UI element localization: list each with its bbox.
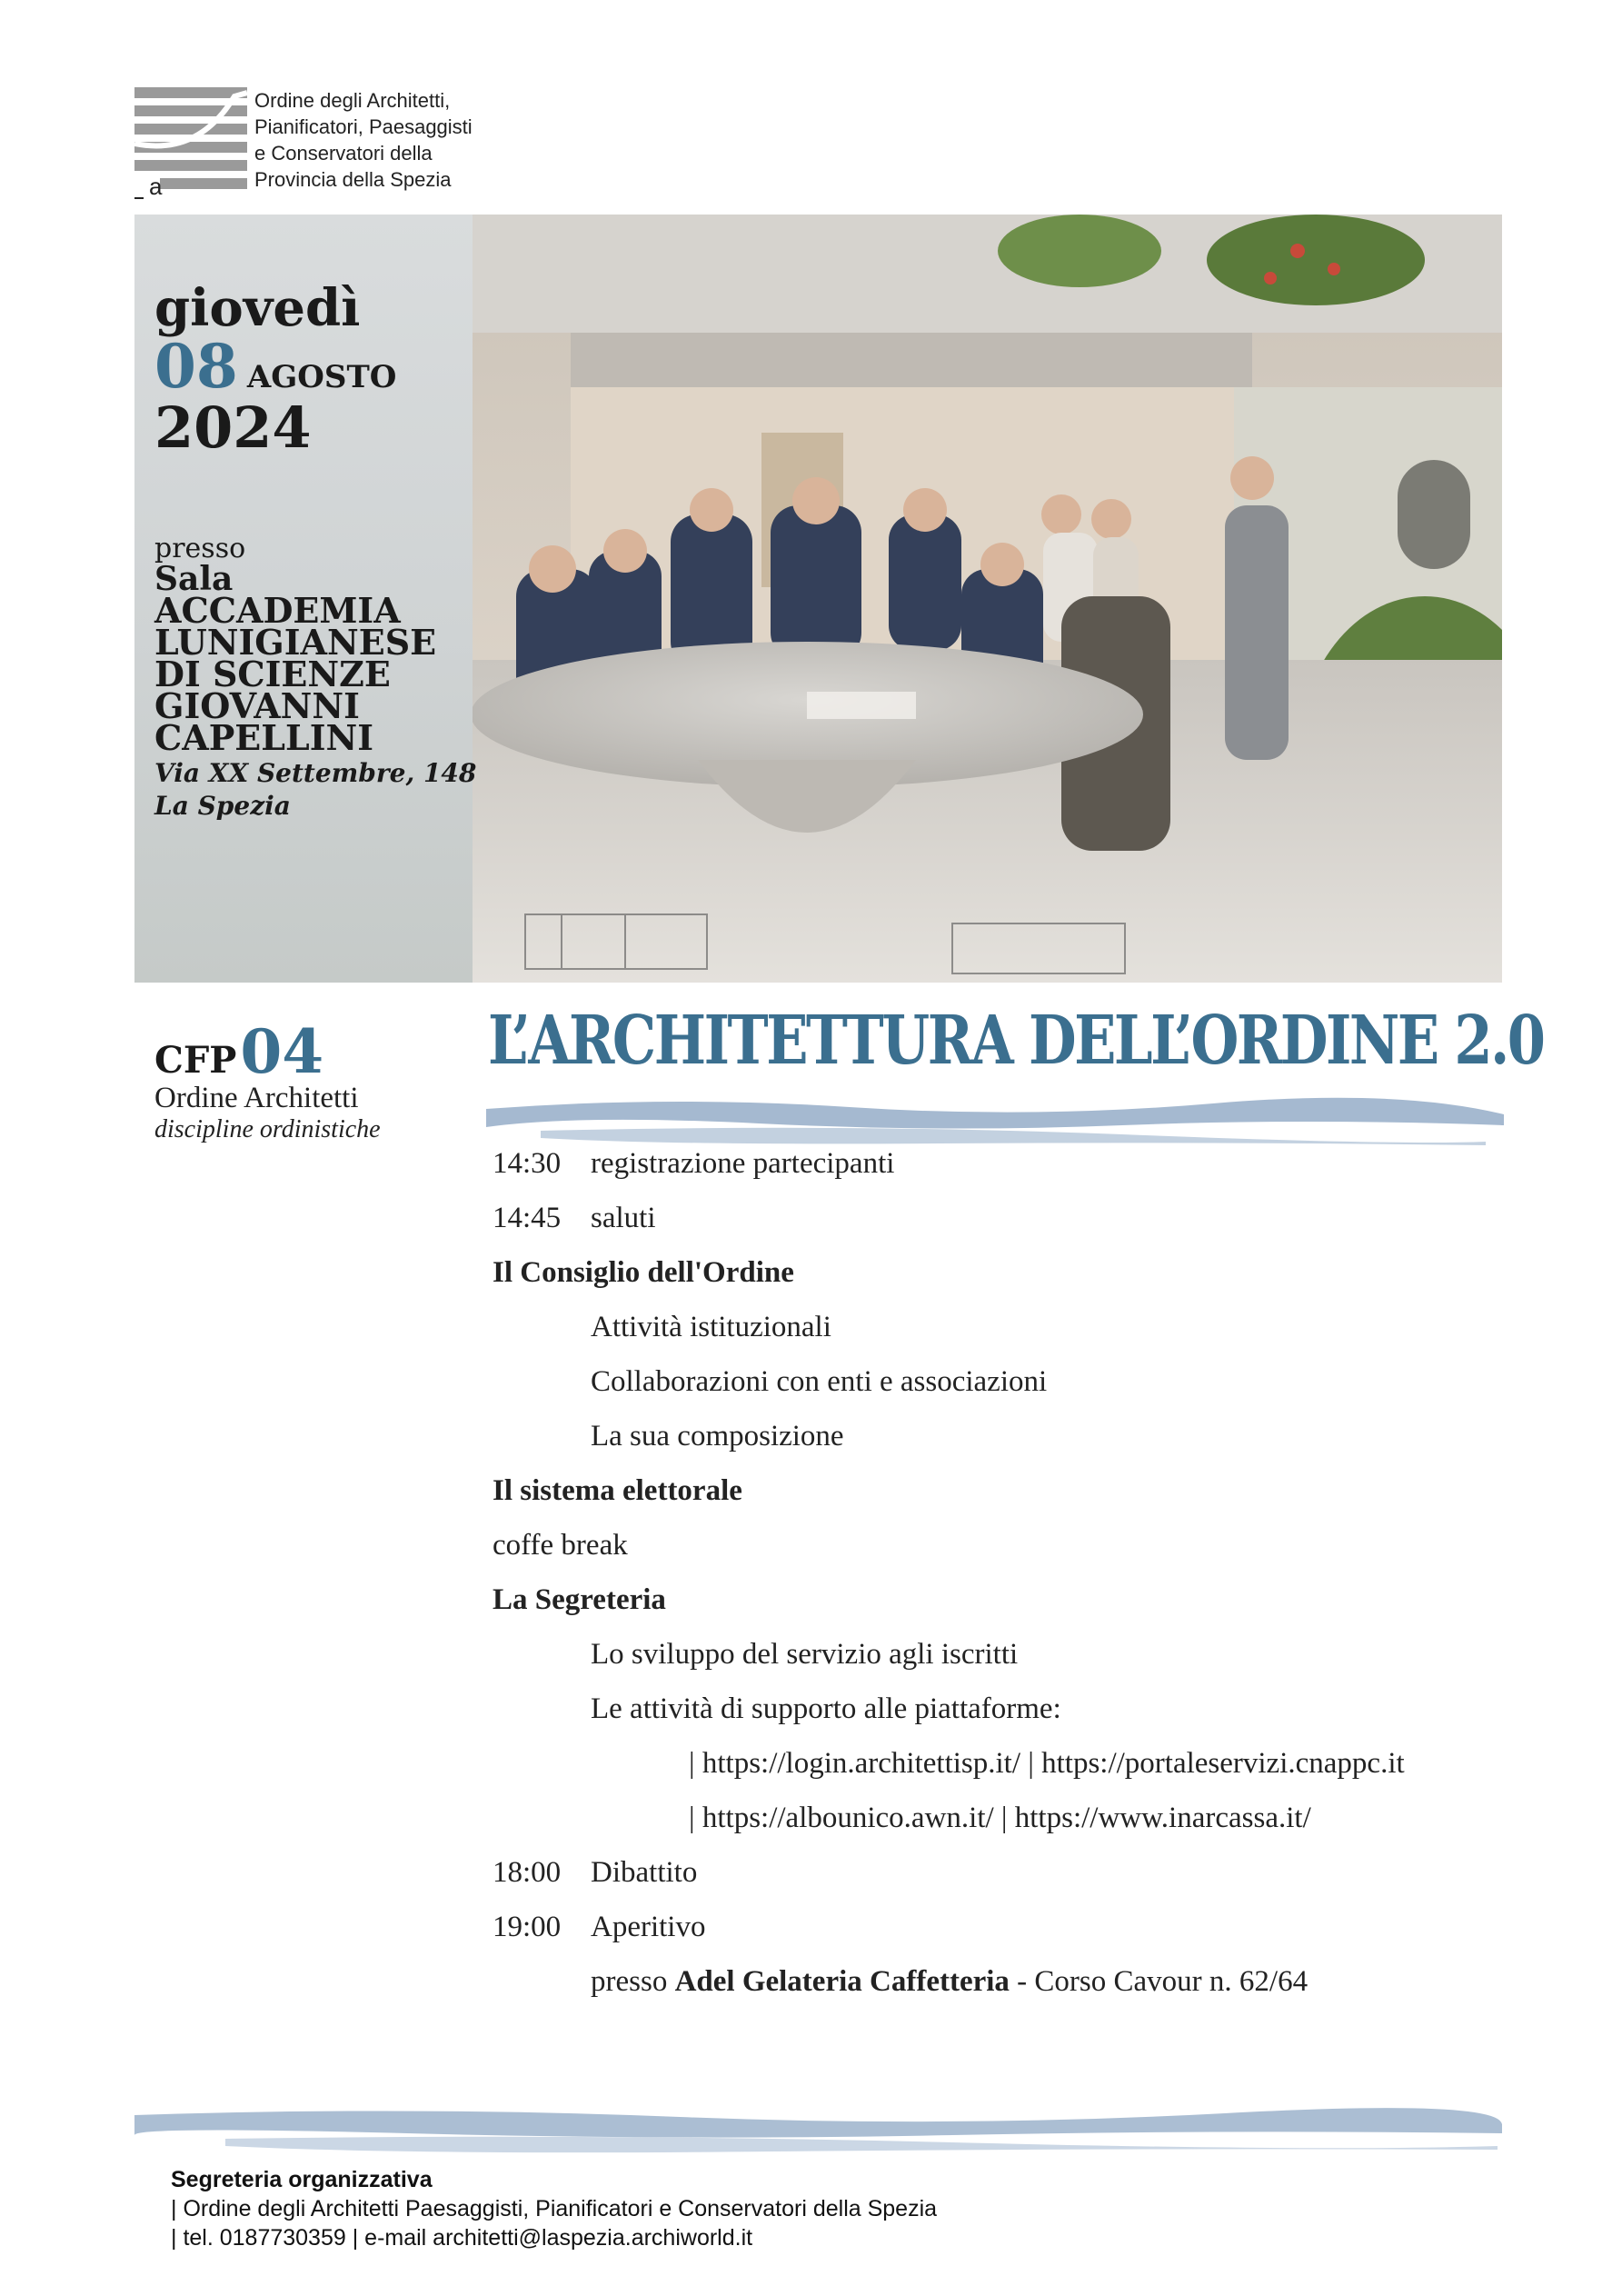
org-line: Ordine degli Architetti, xyxy=(254,89,451,112)
program-row xyxy=(493,1856,697,1890)
program-text: Aperitivo xyxy=(591,1911,706,1943)
program-item: Collaborazioni con enti e associazioni xyxy=(591,1365,1048,1398)
footer-contact-line[interactable]: | tel. 0187730359 | e-mail architetti@laspezia.archiworld.it xyxy=(171,2225,753,2251)
logo-letter: a xyxy=(149,173,163,200)
org-line: e Conservatori della xyxy=(254,142,433,165)
program-section: Il sistema elettorale xyxy=(493,1474,742,1507)
program-time: 14:30 xyxy=(493,1147,562,1180)
brush-stroke-divider xyxy=(486,1091,1504,1154)
venue-name-line: ACCADEMIA xyxy=(154,590,401,631)
program-time: 19:00 xyxy=(493,1911,562,1943)
program-item: Attività istituzionali xyxy=(591,1311,831,1343)
program-item: Lo sviluppo del servizio agli iscritti xyxy=(591,1638,1019,1671)
event-venue xyxy=(154,534,482,823)
program-section: Il Consiglio dell'Ordine xyxy=(493,1256,794,1289)
cfp-block xyxy=(154,1016,381,1144)
org-name xyxy=(254,87,473,193)
event-day: 08 xyxy=(154,331,238,402)
program-text: Dibattito xyxy=(591,1856,698,1889)
event-year: 2024 xyxy=(154,394,312,461)
venue-name-line: LUNIGIANESE xyxy=(154,622,437,663)
org-line: Pianificatori, Paesaggisti xyxy=(254,115,473,138)
venue-name-line: CAPELLINI xyxy=(154,717,373,758)
footer-contacts xyxy=(171,2165,937,2252)
location-address: - Corso Cavour n. 62/64 xyxy=(1009,1965,1309,1998)
cfp-label: CFP xyxy=(154,1039,237,1082)
location-presso: presso xyxy=(591,1965,675,1998)
cfp-number: 04 xyxy=(240,1016,324,1087)
program-row xyxy=(493,1147,894,1181)
venue-name-line: GIOVANNI xyxy=(154,685,360,726)
event-title: L’ARCHITETTURA DELL’ORDINE 2.0 xyxy=(488,1002,1544,1080)
org-line: Provincia della Spezia xyxy=(254,168,452,191)
venue-address: Via XX Settembre, 148 xyxy=(154,758,477,788)
cfp-body: Ordine Architetti xyxy=(154,1082,359,1114)
program-item: Le attività di supporto alle piattaforme: xyxy=(591,1692,1061,1725)
venue-sala: Sala xyxy=(154,560,234,598)
aperitivo-location xyxy=(591,1965,1308,1999)
program-item: coffe break xyxy=(493,1529,628,1562)
location-name: Adel Gelateria Caffetteria xyxy=(674,1965,1010,1998)
event-date xyxy=(154,280,396,460)
footer-title: Segreteria organizzativa xyxy=(171,2167,433,2192)
program-time: 18:00 xyxy=(493,1856,562,1889)
program-row xyxy=(493,1911,705,1944)
platform-links[interactable]: | https://albounico.awn.it/ | https://www.inarcassa.it/ xyxy=(689,1802,1311,1834)
cfp-category: discipline ordinistiche xyxy=(154,1115,381,1143)
platform-links[interactable]: | https://login.architettisp.it/ | https://portaleservizi.cnappc.it xyxy=(689,1747,1405,1780)
venue-city: La Spezia xyxy=(154,791,291,821)
hero-image xyxy=(134,215,1502,983)
program-item: La sua composizione xyxy=(591,1420,844,1452)
program-row xyxy=(493,1202,656,1235)
program-text: registrazione partecipanti xyxy=(591,1147,895,1180)
venue-presso: presso xyxy=(154,533,246,564)
venue-name-line: DI SCIENZE xyxy=(154,654,391,694)
event-month: AGOSTO xyxy=(246,359,397,395)
date-venue-panel xyxy=(134,215,477,983)
program-section: La Segreteria xyxy=(493,1583,666,1616)
org-logo xyxy=(134,87,247,200)
event-weekday: giovedì xyxy=(154,278,361,338)
program-text: saluti xyxy=(591,1202,656,1234)
footer-org-line: | Ordine degli Architetti Paesaggisti, Pianificatori e Conservatori della Spezia xyxy=(171,2196,938,2221)
footer-brush-stroke xyxy=(134,2104,1502,2159)
program-time: 14:45 xyxy=(493,1202,562,1234)
